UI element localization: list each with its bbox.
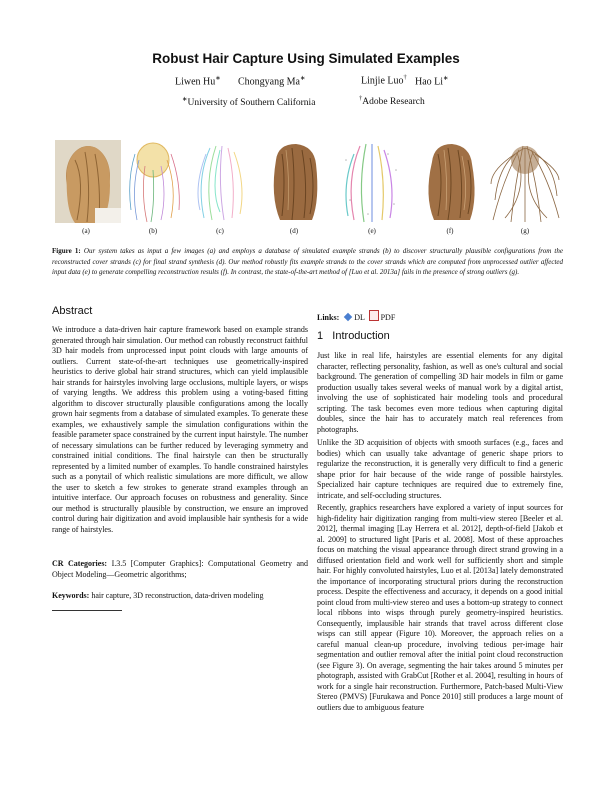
links-label: Links: bbox=[317, 313, 340, 322]
affiliation-2: †Adobe Research bbox=[359, 95, 425, 108]
links-row bbox=[317, 310, 563, 324]
affiliation-1: ∗University of Southern California bbox=[182, 96, 316, 109]
figure-label-f: (f) bbox=[446, 227, 454, 235]
figure-label-g: (g) bbox=[520, 227, 530, 235]
figure-caption-label: Figure 1: bbox=[52, 247, 81, 255]
dl-link[interactable]: DL bbox=[354, 313, 365, 322]
figure-panel-c-cover-strands bbox=[190, 140, 250, 223]
author-4: Hao Li∗ bbox=[415, 75, 449, 88]
intro-paragraph-2: Unlike the 3D acquisition of objects with smooth surfaces (e.g., faces and bodies) which can usually take advantage of generic shape priors to regularize the reconstruction, it is generally very difficult to find a generic shape prior for hair because of the wide range of possible hairstyles. Specialized hair capture techniques are required due to extremely fine, intricate, and self-occluding structures. bbox=[317, 438, 563, 500]
introduction-heading: 1 Introduction bbox=[317, 330, 390, 342]
author-2: Chongyang Ma∗ bbox=[238, 75, 306, 88]
figure-label-c: (c) bbox=[216, 227, 224, 235]
figure-panel-g-baseline bbox=[489, 140, 561, 223]
figure-caption-text: Our system takes as input a few images (a) and employs a database of simulated example strands (b) to discover structurally plausible configurations from the reconstructed cover strands (c) for final strand synthesis (d). Our method robustly fits example strands to the cover strands which are computed from unprocessed outlier affected input data (e) to generate compelling reconstruction results (f). In contrast, the state-of-the-art method of [Luo et al. 2013a] fails in the presence of strong outliers (g). bbox=[52, 247, 563, 277]
paper-title: Robust Hair Capture Using Simulated Examples bbox=[152, 51, 460, 66]
pdf-link[interactable]: PDF bbox=[380, 313, 396, 322]
pdf-icon bbox=[369, 310, 379, 321]
abstract-body: We introduce a data-driven hair capture framework based on example strands generated through hair simulation. Our method can robustly reconstruct faithful 3D hair models from unprocessed input point clouds with large amounts of outliers. Current state-of-the-art techniques use geometrically-inspired heuristics to derive global hair strand structures, which can yield implausible hair strands for hairstyles involving large occlusions, multiple layers, or wisps of varying lengths. We address this problem using a voting-based fitting algorithm to discover structurally plausible configurations among the locally grown hair segments from a database of simulated examples. To generate these examples, we exhaustively sample the simulation configurations within the feasible parameter space constrained by the current input hairstyle. The number of necessary simulations can be further reduced by leveraging symmetry and constrained initial conditions. The final hairstyle can then be structurally represented by a limited number of examples. To handle constrained hairstyles such as a ponytail of which realistic simulations are more difficult, we allow the user to sketch a few strokes to generate strand examples through an intuitive interface. Our approach focuses on robustness and generality. Since our method is structurally plausible by construction, we ensure an improved control during hair digitization and avoid implausible hair synthesis for a wide range of hairstyles. bbox=[52, 325, 308, 534]
figure-label-a: (a) bbox=[82, 227, 90, 235]
figure-label-b: (b) bbox=[148, 227, 158, 235]
figure-panel-d-synthesis bbox=[262, 140, 326, 223]
figure-panel-a-photo bbox=[55, 140, 121, 223]
footnote-rule bbox=[52, 610, 122, 611]
author-1: Liwen Hu∗ bbox=[175, 75, 221, 88]
keywords: Keywords: hair capture, 3D reconstruction, data-driven modeling bbox=[52, 591, 264, 600]
figure-caption bbox=[52, 246, 563, 278]
figure-panel-e-input-data bbox=[338, 140, 404, 223]
figure-panel-b-examples bbox=[123, 140, 183, 223]
intro-paragraph-1: Just like in real life, hairstyles are essential elements for any digital character, reflecting personality, fashion, as well as one's cultural and social background. The generation of compelling 3D hair models in film or game production usually takes several weeks of manual work by a digital artist, involving the use of sophisticated hair modeling tools and procedural scripting. The task becomes even more tedious when capturing digital doubles, since the hair has to accurately match real references from photographs. bbox=[317, 351, 563, 434]
cr-categories: CR Categories: I.3.5 [Computer Graphics]: Computational Geometry and Object Modeling—Geometric algorithms; bbox=[52, 559, 308, 579]
abstract-heading: Abstract bbox=[52, 305, 93, 317]
intro-paragraph-3: Recently, graphics researchers have explored a variety of input sources for high-fidelity hair digitization ranging from multi-view stereo [Beeler et al. 2012], thermal imaging [Lay Herrera et al. 2012], depth-of-field [Jakob et al. 2009] to structured light [Paris et al. 2008]. Most of these approaches focus on matching the visual appearance through direct strand growing in a diffused orientation field and work well for sufficiently short and simple hair. For highly convoluted hairstyles, Luo et al. [2013a] lately demonstrated the importance of incorporating structural priors during the reconstruction process. Despite the effectiveness and accuracy, it depends on a good initial point cloud from multi-view stereo and uses a bottom-up strategy to connect local ribbons into wisps through purely geometry-inspired heuristics. Consequently, implausible hair strands that travel across different close wisps can still appear (Figure 10). Moreover, the approach relies on a careful manual clean-up procedure, involving tedious per-image hair segmentation and outlier removal after the initial point cloud reconstruction (see Figure 3). On average, segmenting the hair takes around 5 minutes per photograph, assisted with GrabCut [Rother et al. 2004], resulting in hours of work for a single hair reconstruction. Furthermore, Patch-based Multi-View Stereo (PMVS) [Furukawa and Ponce 2010] still produces a large mount of outliers due to ambiguous feature bbox=[317, 503, 563, 712]
figure-label-d: (d) bbox=[289, 227, 299, 235]
figure-label-e: (e) bbox=[368, 227, 376, 235]
author-3: Linjie Luo† bbox=[361, 74, 407, 87]
figure-panel-f-result bbox=[418, 140, 482, 223]
dl-icon bbox=[344, 313, 352, 321]
